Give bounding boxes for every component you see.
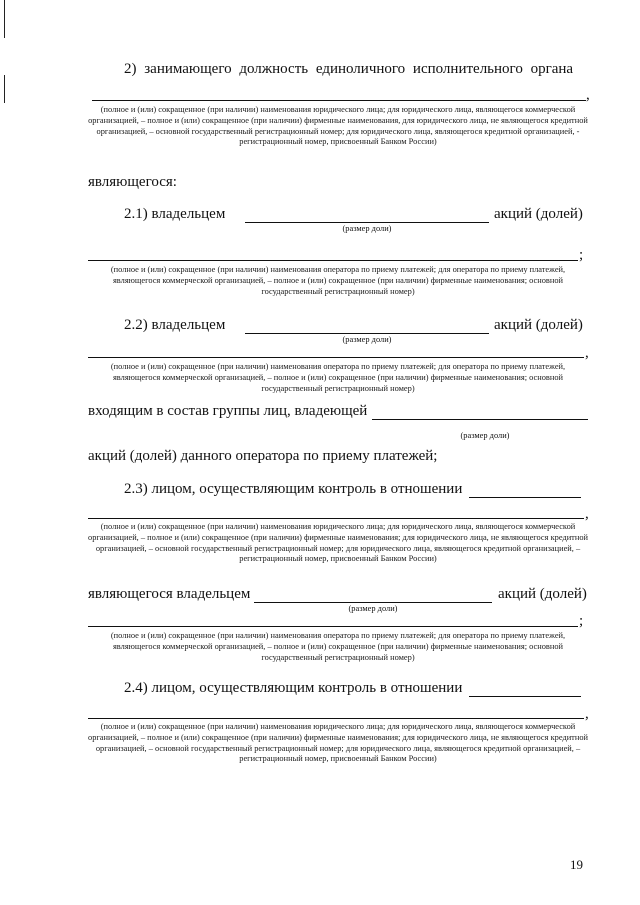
margin-mark (4, 0, 5, 38)
item21-suffix: акций (долей) (494, 206, 583, 222)
margin-mark (4, 75, 5, 103)
item23-owner-suffix: акций (долей) (498, 586, 587, 602)
item23-owner-share-field[interactable] (254, 602, 492, 603)
item2-fill-line[interactable] (92, 100, 586, 101)
item22-share-field[interactable] (245, 333, 489, 334)
item21-share-caption: (размер доли) (342, 224, 392, 233)
item23-heading: 2.3) лицом, осуществляющим контроль в отношении (124, 481, 463, 497)
item22-fill-line[interactable] (88, 357, 584, 358)
item24-note: (полное и (или) сокращенное (при наличии) наименования юридического лица; для юридического лица, являющегося коммерческой организацией, – полное и (или) сокращенное (при наличии) фирменные наименования; для юридического лица, не являющегося кредитной организацией, – основной государственный регистрационный номер; для юридического лица, являющегося кредитной организацией, – регистрационный номер, присвоенный Банком России) (88, 722, 588, 764)
item2-heading: 2) занимающего должность единоличного исполнительного органа (124, 61, 574, 77)
being-label: являющегося: (88, 174, 177, 190)
item24-fill-line[interactable] (88, 718, 584, 719)
item21-note: (полное и (или) сокращенное (при наличии) наименования оператора по приему платежей; для оператора по приему платежей, являющегося коммерческой организацией, – полное и (или) сокращенное (при наличии) фирменные наименования; основной государственный регистрационный номер) (110, 265, 566, 296)
item21-prefix: 2.1) владельцем (124, 206, 226, 222)
item23-note: (полное и (или) сокращенное (при наличии) наименования юридического лица; для юридического лица, являющегося коммерческой организацией, – полное и (или) сокращенное (при наличии) фирменные наименования; для юридического лица, не являющегося кредитной организацией, – основной государственный регистрационный номер; для юридического лица, являющегося кредитной организацией, – регистрационный номер, присвоенный Банком России) (88, 522, 588, 564)
item24-target-field[interactable] (469, 696, 581, 697)
item23-owner-prefix: являющегося владельцем (88, 586, 251, 602)
item23-owner-note: (полное и (или) сокращенное (при наличии) наименования оператора по приему платежей; для оператора по приему платежей, являющегося коммерческой организацией, – полное и (или) сокращенное (при наличии) фирменные наименования; основной государственный регистрационный номер) (110, 631, 566, 662)
item23-target-field[interactable] (469, 497, 581, 498)
item23-comma: , (585, 506, 589, 522)
item21-semicolon: ; (579, 247, 584, 263)
item24-comma: , (585, 706, 589, 722)
item23-owner-caption: (размер доли) (348, 604, 398, 613)
item22-share-caption: (размер доли) (342, 335, 392, 344)
item24-heading: 2.4) лицом, осуществляющим контроль в отношении (124, 680, 463, 696)
item23-semicolon: ; (579, 613, 584, 629)
item22-group-share-field[interactable] (372, 419, 588, 420)
item22-group-caption: (размер доли) (460, 431, 510, 440)
item22-suffix: акций (долей) (494, 317, 583, 333)
item23-fill-line[interactable] (88, 518, 584, 519)
item22-prefix: 2.2) владельцем (124, 317, 226, 333)
item23-owner-fill-line[interactable] (88, 626, 578, 627)
item21-fill-line[interactable] (88, 260, 578, 261)
page-number: 19 (570, 857, 583, 872)
item22-note: (полное и (или) сокращенное (при наличии) наименования оператора по приему платежей; для оператора по приему платежей, являющегося коммерческой организацией, – полное и (или) сокращенное (при наличии) фирменные наименования; основной государственный регистрационный номер) (110, 362, 566, 393)
item21-share-field[interactable] (245, 222, 489, 223)
item2-note: (полное и (или) сокращенное (при наличии) наименования юридического лица; для юридического лица, являющегося коммерческой организацией, – полное и (или) сокращенное (при наличии) фирменные наименования, для юридического лица, не являющегося кредитной организацией, – основной государственный регистрационный номер; для юридического лица, являющегося кредитной организацией, - регистрационный номер, присвоенный Банком России) (88, 105, 588, 147)
item22-group-prefix: входящим в состав группы лиц, владеющей (88, 403, 368, 419)
item22-comma: , (585, 345, 589, 361)
item2-comma: , (586, 87, 590, 103)
item22-group-suffix: акций (долей) данного оператора по приему платежей; (88, 448, 438, 464)
